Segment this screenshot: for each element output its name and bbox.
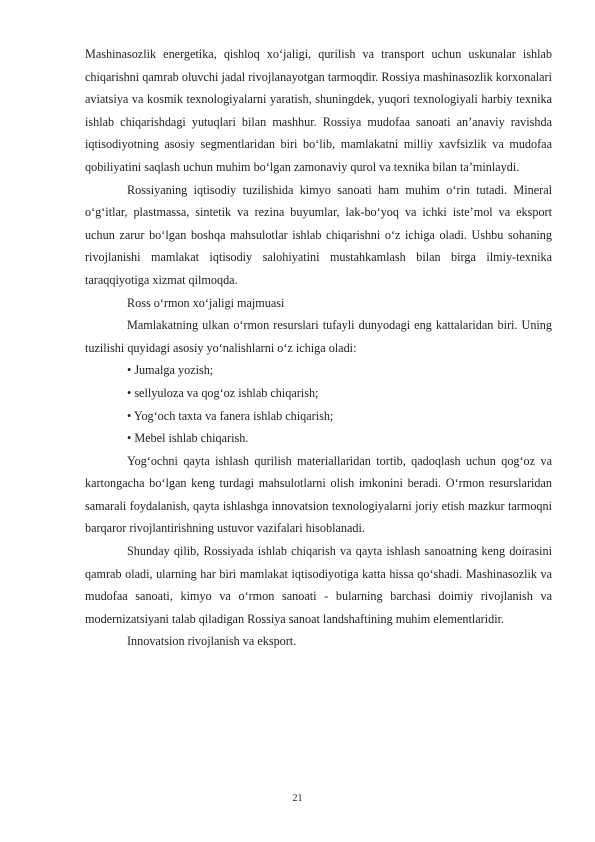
bullet-item: • sellyuloza va qog‘oz ishlab chiqarish; xyxy=(127,385,319,400)
paragraph-forest-resources: Mamlakatning ulkan o‘rmon resurslari tufayli dunyodagi eng kattalaridan biri. Uning tuzilishi quyidagi asosiy yo‘nalishlarni o‘z ichiga oladi: xyxy=(85,318,552,355)
paragraph-engineering: Mashinasozlik energetika, qishloq xo‘jaligi, qurilish va transport uchun uskunalar ishlab chiqarishni qamrab oluvchi jadal rivojlanayotgan tarmoqdir. Rossiya mashinasozlik korxonalari aviatsiya va kosmik texnologiyalarni yaratish, shuningdek, yuqori texnologiyali harbiy texnika ishlab chiqarishdagi yutuqlari bilan mashhur. Rossiya mudofaa sanoati an’anaviy ravishda iqtisodiyotning asosiy segmentlaridan biri bo‘lib, mamlakatni milliy xavfsizlik va mudofaa qobiliyatini saqlash uchun muhim bo‘lgan zamonaviy qurol va texnika bilan ta’minlaydi. xyxy=(85,47,552,174)
paragraph-chemical-industry: Rossiyaning iqtisodiy tuzilishida kimyo sanoati ham muhim o‘rin tutadi. Mineral o‘g‘itlar, plastmassa, sintetik va rezina buyumlar, lak-bo‘yoq va ichki iste’mol va eksport uchun zarur bo‘lgan boshqa mahsulotlar ishlab chiqarishni o‘z ichiga oladi. Ushbu sohaning rivojlanishi mamlakat iqtisodiy salohiyatini mustahkamlash bilan birga ilmiy-texnika taraqqiyotiga xizmat qilmoqda. xyxy=(85,182,552,287)
bullet-item: • Yog‘och taxta va fanera ishlab chiqarish; xyxy=(127,408,334,423)
paragraph-wood-processing: Yog‘ochni qayta ishlash qurilish materiallaridan tortib, qadoqlash uchun qog‘oz va kartongacha bo‘lgan keng turdagi mahsulotlarni olish imkonini beradi. O‘rmon resurslaridan samarali foydalanish, qayta ishlashga innovatsion texnologiyalarni joriy etish mazkur tarmoqni barqaror rivojlantirishning ustuvor vazifalari hisoblanadi. xyxy=(85,453,552,536)
bullet-item: • Mebel ishlab chiqarish. xyxy=(127,431,249,446)
section-heading-innovation: Innovatsion rivojlanish va eksport. xyxy=(127,634,297,649)
bullet-item: • Jumalga yozish; xyxy=(127,363,214,378)
page-number: 21 xyxy=(292,793,303,804)
body-text xyxy=(85,43,552,653)
section-heading-forestry: Ross o‘rmon xo‘jaligi majmuasi xyxy=(127,295,285,310)
paragraph-conclusion: Shunday qilib, Rossiyada ishlab chiqarish va qayta ishlash sanoatning keng doirasini qamrab oladi, ularning har biri mamlakat iqtisodiyotiga katta hissa qo‘shadi. Mashinasozlik va mudofaa sanoati, kimyo va o‘rmon sanoati - bularning barchasi doimiy rivojlanish va modernizatsiyani talab qiladigan Rossiya sanoat landshaftining muhim elementlaridir. xyxy=(85,544,552,626)
